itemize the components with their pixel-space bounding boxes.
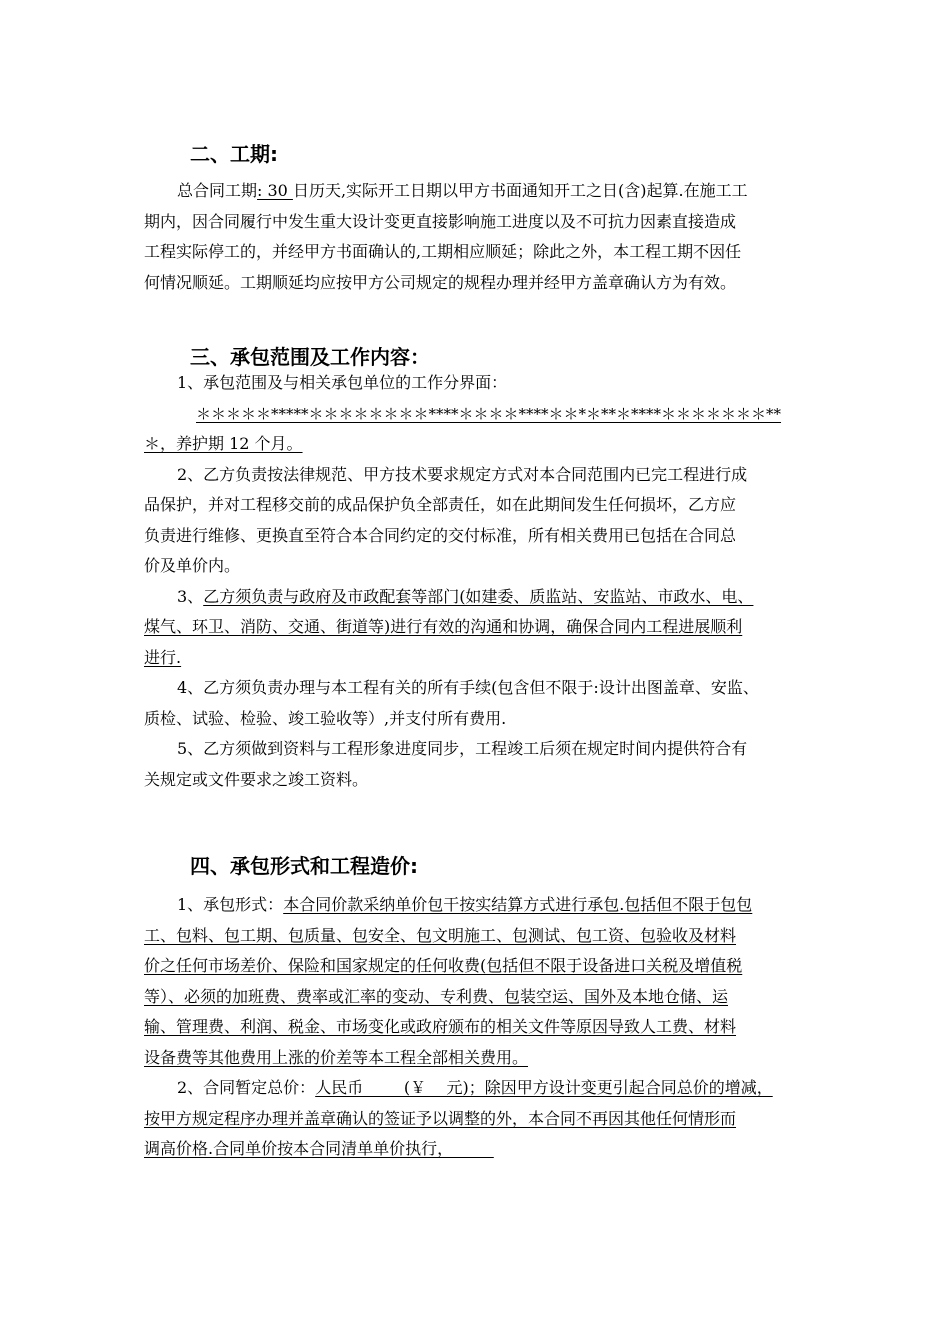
item-2-line: 负责进行维修、更换直至符合本合同约定的交付标准，所有相关费用已包括在合同总: [144, 525, 737, 545]
item-2-line: 2、合同暂定总价：人民币 (￥ 元)；除因甲方设计变更引起合同总价的增减，: [177, 1078, 773, 1097]
paragraph-line: 何情况顺延。工期顺延均应按甲方公司规定的规程办理并经甲方盖章确认方为有效。: [144, 272, 737, 292]
item-1-line: 价之任何市场差价、保险和国家规定的任何收费(包括但不限于设备进口关税及增值税: [144, 956, 743, 975]
item-1-line: 设备费等其他费用上涨的价差等本工程全部相关费用。: [144, 1047, 529, 1067]
section-3-body: [144, 368, 824, 795]
item-1-line: 输、管理费、利润、税金、市场变化或政府颁布的相关文件等原因导致人工费、材料: [144, 1017, 737, 1036]
item-4-line: 4、乙方须负责办理与本工程有关的所有手续(包含但不限于:设计出图盖章、安监、: [177, 678, 759, 697]
item-5-line: 5、乙方须做到资料与工程形象进度同步，工程竣工后须在规定时间内提供符合有: [177, 739, 748, 758]
item-2-line: 调高价格.合同单价按本合同清单单价执行，: [144, 1139, 494, 1158]
section-4-body: [144, 890, 824, 1165]
item-3-line: 进行.: [144, 647, 182, 667]
paragraph-line: 工程实际停工的，并经甲方书面确认的,工期相应顺延；除此之外，本工程工期不因任: [144, 242, 742, 261]
section-2-body: [144, 176, 824, 298]
paragraph-line: 总合同工期: 30 日历天,实际开工日期以甲方书面通知开工之日(含)起算.在施工工: [177, 181, 748, 200]
section-2-heading: 二、工期:: [190, 142, 278, 166]
item-2-line: 2、乙方负责按法律规范、甲方技术要求规定方式对本合同范围内已完工程进行成: [177, 464, 748, 484]
scope-placeholder-stars: ＊＊＊＊＊*****＊＊＊＊＊＊＊＊****＊＊＊＊****＊＊*＊**＊****＊＊＊＊＊＊＊**: [196, 404, 782, 423]
item-1: 1、承包范围及与相关承包单位的工作分界面：: [177, 373, 508, 392]
item-4-line: 质检、试验、检验、竣工验收等）,并支付所有费用.: [144, 708, 507, 728]
contract-price: 人民币 (￥ 元)；除因甲方设计变更引起合同总价的增减，: [315, 1078, 773, 1097]
item-2-line: 价及单价内。: [144, 556, 241, 575]
item-3-line: 煤气、环卫、消防、交通、街道等)进行有效的沟通和协调，确保合同内工程进展顺利: [144, 617, 743, 636]
item-2-line: 按甲方规定程序办理并盖章确认的签证予以调整的外，本合同不再因其他任何情形而: [144, 1108, 737, 1128]
item-1-line: 1、承包形式：本合同价款采纳单价包干按实结算方式进行承包.包括但不限于包包: [177, 895, 753, 914]
item-5-line: 关规定或文件要求之竣工资料。: [144, 769, 369, 789]
scope-tail: ＊，养护期 12 个月。: [144, 434, 303, 453]
item-1-line: 等）、必须的加班费、费率或汇率的变动、专利费、包装空运、国外及本地仓储、运: [144, 986, 729, 1006]
section-3-heading: 三、承包范围及工作内容：: [190, 345, 430, 369]
section-4-heading: 四、承包形式和工程造价:: [190, 854, 418, 878]
item-1-line: 工、包料、包工期、包质量、包安全、包文明施工、包测试、包工资、包验收及材料: [144, 925, 737, 945]
duration-value: : 30: [257, 181, 293, 200]
item-3-line: 3、乙方须负责与政府及市政配套等部门(如建委、质监站、安监站、市政水、电、: [177, 586, 754, 606]
item-2-line: 品保护，并对工程移交前的成品保护负全部责任，如在此期间发生任何损坏，乙方应: [144, 495, 737, 514]
paragraph-line: 期内，因合同履行中发生重大设计变更直接影响施工进度以及不可抗力因素直接造成: [144, 211, 737, 231]
